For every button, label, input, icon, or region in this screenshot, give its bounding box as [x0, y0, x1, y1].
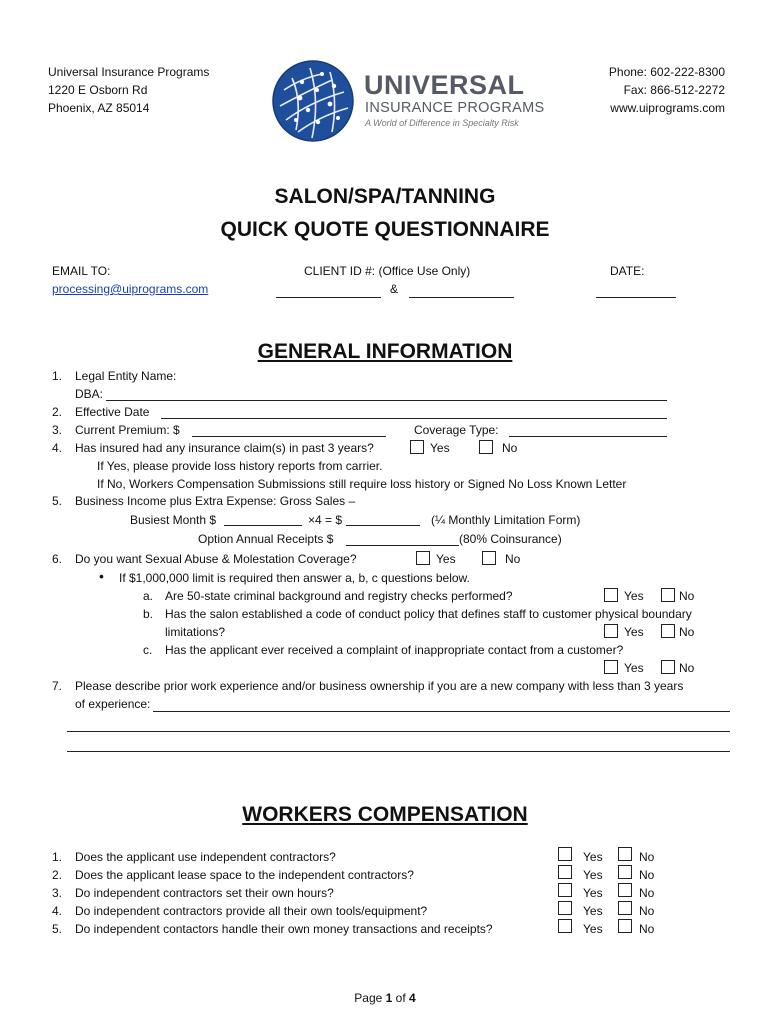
email-label: EMAIL TO:	[52, 264, 111, 278]
annual-receipts-field[interactable]	[346, 545, 459, 546]
wc-q1-number: 1.	[52, 850, 63, 864]
q6-number: 6.	[52, 552, 63, 566]
wc-q3-yes-label: Yes	[583, 886, 603, 900]
q6a-no-label: No	[679, 589, 695, 603]
page-current: 1	[385, 991, 393, 1005]
q6a-yes-checkbox[interactable]	[604, 588, 618, 602]
q6b-no-label: No	[679, 625, 695, 639]
q7-text-line2: of experience:	[75, 697, 151, 711]
q4-no-label: No	[502, 441, 518, 455]
q2-number: 2.	[52, 405, 63, 419]
q6b-text-line2: limitations?	[165, 625, 226, 639]
busiest-month-field[interactable]	[224, 525, 302, 526]
q6-no-label: No	[505, 552, 521, 566]
q2-label: Effective Date	[75, 405, 150, 419]
wc-q3-no-label: No	[639, 886, 655, 900]
q6-no-checkbox[interactable]	[482, 551, 496, 565]
q6a-no-checkbox[interactable]	[661, 588, 675, 602]
company-address-line2: Phoenix, AZ 85014	[48, 101, 150, 115]
wc-q5-yes-checkbox[interactable]	[558, 919, 572, 933]
q4-note-yes: If Yes, please provide loss history reports from carrier.	[97, 459, 383, 473]
company-website: www.uiprograms.com	[610, 101, 725, 115]
company-fax: Fax: 866-512-2272	[623, 83, 725, 97]
wc-q5-text: Do independent contactors handle their own money transactions and receipts?	[75, 922, 493, 936]
q6c-text: Has the applicant ever received a complaint of inappropriate contact from a customer?	[165, 643, 624, 657]
wc-q3-no-checkbox[interactable]	[618, 883, 632, 897]
globe-logo-icon	[272, 60, 354, 142]
q6a-letter: a.	[143, 589, 154, 603]
wc-q4-number: 4.	[52, 904, 63, 918]
q4-yes-checkbox[interactable]	[410, 440, 424, 454]
wc-q5-number: 5.	[52, 922, 63, 936]
wc-q3-yes-checkbox[interactable]	[558, 883, 572, 897]
q6-yes-checkbox[interactable]	[416, 551, 430, 565]
option-annual-receipts-label: Option Annual Receipts $	[198, 532, 334, 546]
times-four-label: ×4 = $	[308, 513, 343, 527]
q6b-yes-label: Yes	[624, 625, 644, 639]
wc-q2-yes-checkbox[interactable]	[558, 865, 572, 879]
client-id-field-2[interactable]	[409, 297, 514, 298]
dba-field[interactable]	[106, 400, 667, 401]
wc-q2-no-label: No	[639, 868, 655, 882]
q6-label: Do you want Sexual Abuse & Molestation Coverage?	[75, 552, 357, 566]
client-id-label: CLIENT ID #: (Office Use Only)	[304, 264, 471, 278]
q6b-text-line1: Has the salon established a code of conduct policy that defines staff to customer physical boundary	[165, 607, 692, 621]
wc-q1-no-label: No	[639, 850, 655, 864]
logo-wordmark: UNIVERSAL	[364, 70, 525, 100]
q6a-yes-label: Yes	[624, 589, 644, 603]
wc-q3-number: 3.	[52, 886, 63, 900]
wc-q2-yes-label: Yes	[583, 868, 603, 882]
q6a-text: Are 50-state criminal background and registry checks performed?	[165, 589, 513, 603]
page-title-line1: SALON/SPA/TANNING	[274, 185, 496, 208]
q6b-letter: b.	[143, 607, 154, 621]
logo-subtitle: INSURANCE PROGRAMS	[365, 100, 545, 116]
q4-yes-label: Yes	[430, 441, 450, 455]
page-title-line2: QUICK QUOTE QUESTIONNAIRE	[220, 218, 550, 241]
page-number	[0, 991, 770, 1005]
monthly-limitation-label: (¼ Monthly Limitation Form)	[431, 513, 581, 527]
wc-q4-yes-checkbox[interactable]	[558, 901, 572, 915]
wc-q1-yes-checkbox[interactable]	[558, 847, 572, 861]
wc-q2-text: Does the applicant lease space to the independent contractors?	[75, 868, 414, 882]
company-name: Universal Insurance Programs	[48, 65, 210, 79]
q5-label: Business Income plus Extra Expense: Gross Sales –	[75, 494, 356, 508]
q3-number: 3.	[52, 423, 63, 437]
q4-number: 4.	[52, 441, 63, 455]
client-id-field-1[interactable]	[276, 297, 381, 298]
busiest-month-label: Busiest Month $	[130, 513, 217, 527]
date-field[interactable]	[596, 297, 676, 298]
page-of: of	[392, 991, 410, 1005]
wc-q5-yes-label: Yes	[583, 922, 603, 936]
q3-label: Current Premium: $	[75, 423, 180, 437]
coverage-type-label: Coverage Type:	[414, 423, 499, 437]
wc-q2-no-checkbox[interactable]	[618, 865, 632, 879]
q6b-yes-checkbox[interactable]	[604, 624, 618, 638]
q7-number: 7.	[52, 679, 63, 693]
coverage-type-field[interactable]	[509, 436, 667, 437]
wc-q5-no-label: No	[639, 922, 655, 936]
general-information-heading: GENERAL INFORMATION	[257, 340, 513, 363]
wc-q1-no-checkbox[interactable]	[618, 847, 632, 861]
wc-q3-text: Do independent contractors set their own hours?	[75, 886, 334, 900]
q4-label: Has insured had any insurance claim(s) in past 3 years?	[75, 441, 374, 455]
effective-date-field[interactable]	[161, 418, 667, 419]
page-prefix: Page	[354, 991, 386, 1005]
wc-q4-no-checkbox[interactable]	[618, 901, 632, 915]
wc-q2-number: 2.	[52, 868, 63, 882]
q1-label: Legal Entity Name:	[75, 369, 177, 383]
q6c-letter: c.	[143, 643, 153, 657]
logo-tagline: A World of Difference in Specialty Risk	[365, 118, 519, 128]
q6c-yes-checkbox[interactable]	[604, 660, 618, 674]
gross-sales-field[interactable]	[346, 525, 420, 526]
wc-q1-text: Does the applicant use independent contractors?	[75, 850, 336, 864]
page-total: 4	[409, 991, 416, 1005]
q1-number: 1.	[52, 369, 63, 383]
dba-label: DBA:	[75, 387, 104, 401]
wc-q4-no-label: No	[639, 904, 655, 918]
q5-number: 5.	[52, 494, 63, 508]
q6c-no-label: No	[679, 661, 695, 675]
q6c-yes-label: Yes	[624, 661, 644, 675]
wc-q5-no-checkbox[interactable]	[618, 919, 632, 933]
wc-q4-yes-label: Yes	[583, 904, 603, 918]
q4-note-no: If No, Workers Compensation Submissions still require loss history or Signed No Loss Known Letter	[97, 477, 627, 491]
company-phone: Phone: 602-222-8300	[608, 65, 725, 79]
wc-q4-text: Do independent contractors provide all their own tools/equipment?	[75, 904, 428, 918]
workers-compensation-heading: WORKERS COMPENSATION	[242, 803, 528, 826]
company-address-line1: 1220 E Osborn Rd	[48, 83, 148, 97]
current-premium-field[interactable]	[192, 436, 386, 437]
coinsurance-label: (80% Coinsurance)	[459, 532, 562, 546]
q4-no-checkbox[interactable]	[479, 440, 493, 454]
q6-bullet-text: If $1,000,000 limit is required then answer a, b, c questions below.	[119, 571, 470, 585]
client-id-ampersand: &	[390, 282, 399, 296]
experience-field-line1[interactable]	[153, 711, 730, 712]
wc-q1-yes-label: Yes	[583, 850, 603, 864]
email-link[interactable]: processing@uiprograms.com	[52, 282, 209, 296]
experience-field-line2[interactable]	[67, 731, 730, 732]
date-label: DATE:	[610, 264, 645, 278]
q6c-no-checkbox[interactable]	[661, 660, 675, 674]
q7-text-line1: Please describe prior work experience and/or business ownership if you are a new company with less than 3 years	[75, 679, 684, 693]
q6-yes-label: Yes	[436, 552, 456, 566]
q6b-no-checkbox[interactable]	[661, 624, 675, 638]
bullet-icon: •	[99, 568, 104, 584]
experience-field-line3[interactable]	[67, 751, 730, 752]
